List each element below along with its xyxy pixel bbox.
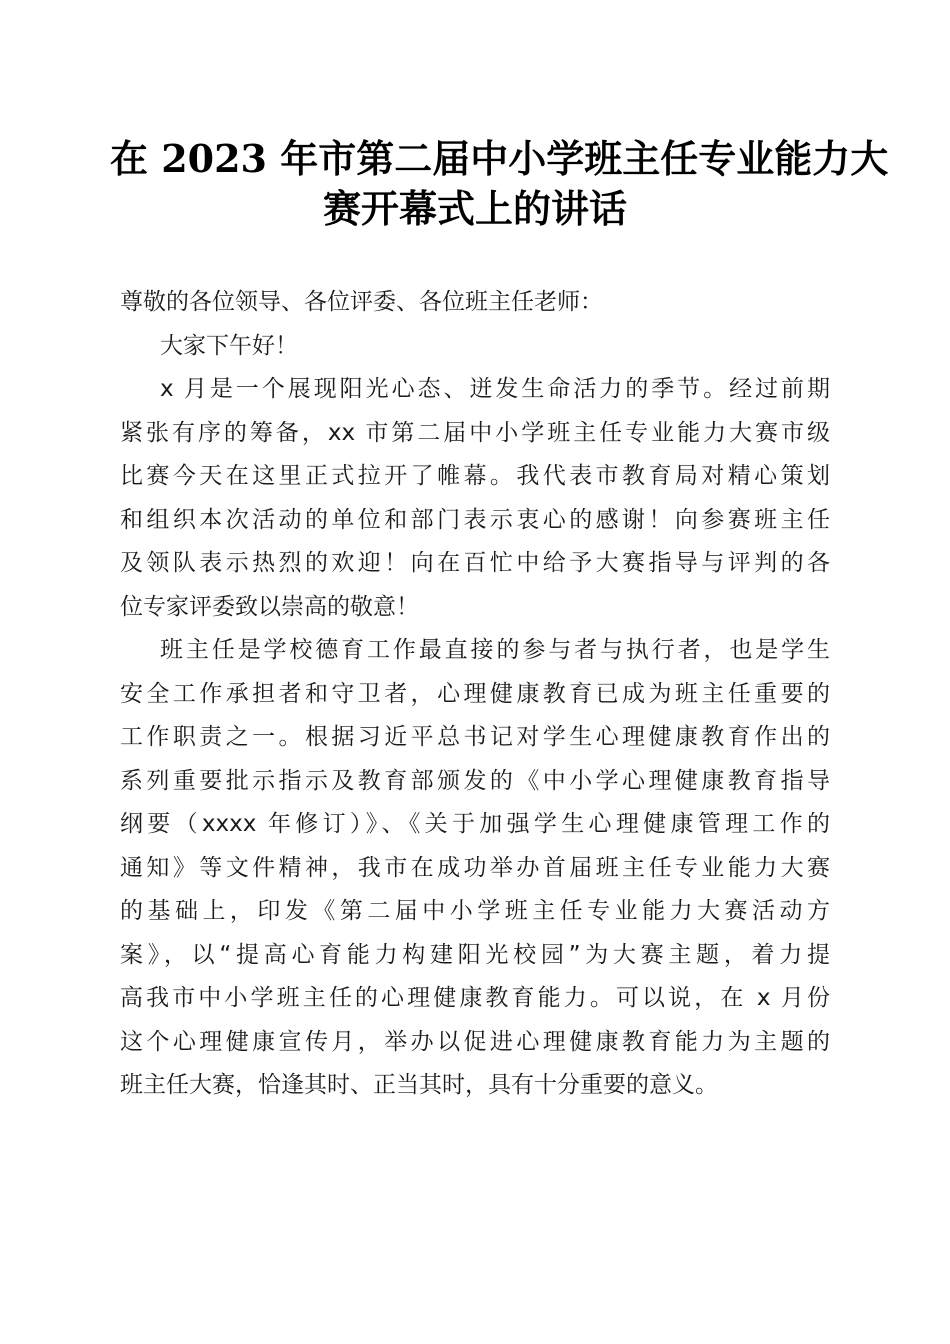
paragraph-line: 高我市中小学班主任的心理健康教育能力。可以说，在 x 月份 xyxy=(120,985,830,1011)
paragraph-line: 班主任是学校德育工作最直接的参与者与执行者，也是学生 xyxy=(160,637,830,663)
paragraph-line: 班主任大赛，恰逢其时、正当其时，具有十分重要的意义。 xyxy=(120,1072,718,1098)
paragraph-line: 比赛今天在这里正式拉开了帷幕。我代表市教育局对精心策划 xyxy=(120,463,830,489)
paragraph-line: 和组织本次活动的单位和部门表示衷心的感谢！向参赛班主任 xyxy=(120,506,830,533)
paragraph-line: 纲要（xxxx 年修订）》、《关于加强学生心理健康管理工作的 xyxy=(120,811,830,837)
document-body xyxy=(120,281,830,1108)
paragraph-line: 案》，以“提高心育能力构建阳光校园”为大赛主题，着力提 xyxy=(120,941,830,968)
paragraph-line: 通知》等文件精神，我市在成功举办首届班主任专业能力大赛 xyxy=(120,854,830,881)
paragraph-line: 紧张有序的筹备，xx 市第二届中小学班主任专业能力大赛市级 xyxy=(120,419,830,446)
salutation: 尊敬的各位领导、各位评委、各位班主任老师： xyxy=(120,289,603,315)
paragraph-line: 及领队表示热烈的欢迎！向在百忙中给予大赛指导与评判的各 xyxy=(120,550,830,576)
title-line-2: 赛开幕式上的讲话 xyxy=(322,186,627,231)
paragraph-line: 安全工作承担者和守卫者，心理健康教育已成为班主任重要的 xyxy=(120,680,830,707)
paragraph-line: 工作职责之一。根据习近平总书记对学生心理健康教育作出的 xyxy=(120,724,830,750)
paragraph-line: x 月是一个展现阳光心态、迸发生命活力的季节。经过前期 xyxy=(160,376,830,402)
title-line-1: 在 2023 年市第二届中小学班主任专业能力大 xyxy=(110,136,889,181)
paragraph-line: 这个心理健康宣传月，举办以促进心理健康教育能力为主题的 xyxy=(120,1028,830,1055)
paragraph-line: 系列重要批示指示及教育部颁发的《中小学心理健康教育指导 xyxy=(120,767,830,794)
document-title xyxy=(110,134,889,234)
paragraph-line: 的基础上，印发《第二届中小学班主任专业能力大赛活动方 xyxy=(120,898,830,924)
paragraph-line: 位专家评委致以崇高的敬意！ xyxy=(120,593,419,620)
greeting: 大家下午好！ xyxy=(160,332,298,359)
